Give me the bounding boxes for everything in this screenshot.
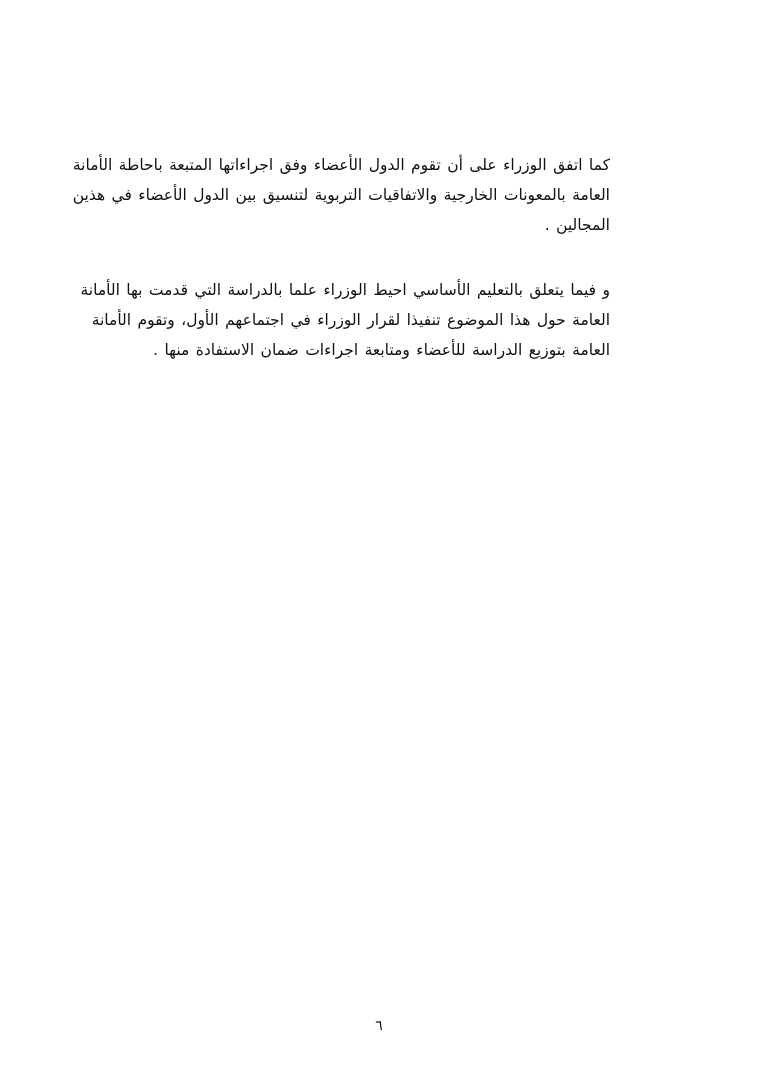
paragraph-1 [72,150,610,241]
paragraph-2-line-1 [80,275,610,305]
paragraph-1-line-1 [72,150,610,180]
document-body [72,150,610,393]
paragraph-2-line-2-text: العامة حول هذا الموضوع تنفيذا لقرار الوزراء في اجتماعهم الأول، وتقوم الأمانة [91,310,610,329]
paragraph-2-line-1-text: و فيما يتعلق بالتعليم الأساسي احيط الوزراء علما بالدراسة التي قدمت بها الأمانة [80,280,610,299]
paragraph-2-line-3: العامة بتوزيع الدراسة للأعضاء ومتابعة اجراءات ضمان الاستفادة منها . [153,341,610,360]
paragraph-2-line-2 [91,305,610,335]
paragraph-1-line-3: المجالين . [544,216,610,235]
page-number: ٦ [375,1018,383,1034]
paragraph-1-line-2 [72,180,610,210]
paragraph-1-line-2-text: العامة بالمعونات الخارجية والاتفاقيات التربوية لتنسيق بين الدول الأعضاء في هذين [72,186,610,205]
paragraph-1-line-1-text: كما اتفق الوزراء على أن تقوم الدول الأعضاء وفق اجراءاتها المتبعة باحاطة الأمانة [72,156,610,174]
paragraph-2 [80,275,610,366]
